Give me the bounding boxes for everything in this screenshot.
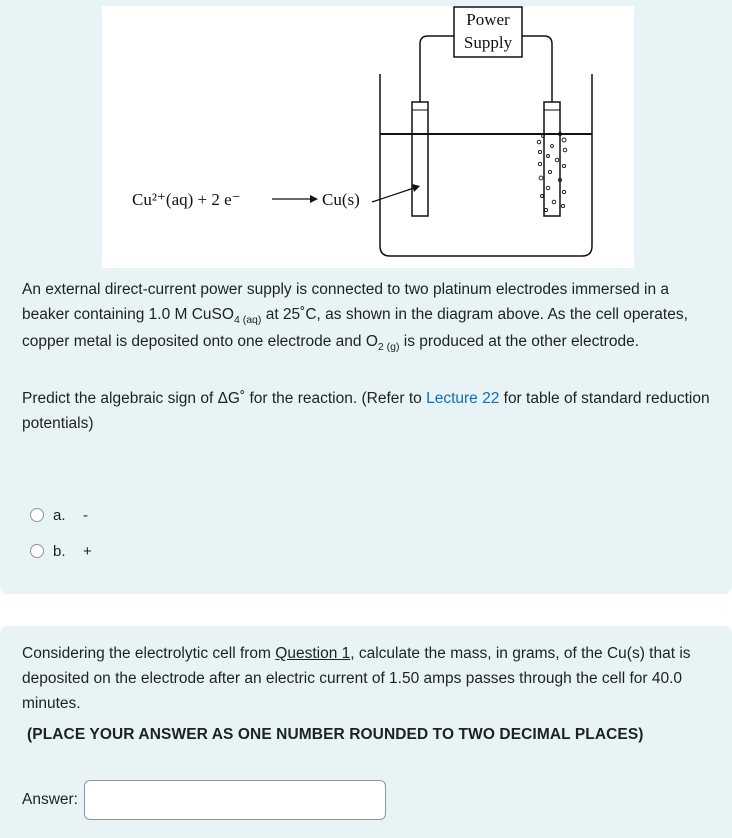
anode-electrode: [544, 102, 560, 216]
cathode-electrode: [412, 102, 428, 216]
question-2-card: [0, 626, 732, 838]
question-2-text: Considering the electrolytic cell from Question 1, calculate the mass, in grams, of the Cu(s) that is deposited on the electrode after an electric current of 1.50 amps passes through the cell for 40.0 minutes.: [22, 645, 691, 712]
rounding-instruction: (PLACE YOUR ANSWER AS ONE NUMBER ROUNDED TO TWO DECIMAL PLACES): [27, 726, 644, 743]
cell-diagram-svg: [102, 6, 634, 268]
product-label: Cu(s): [322, 190, 360, 209]
pointer-arrow: [372, 188, 414, 202]
question-1-description: An external direct-current power supply is connected to two platinum electrodes immersed in a beaker containing 1.0 M CuSO$_{4 (aq)}$ at 25˚C, as shown in the diagram above. As the cell operates, copper metal is deposited onto one electrode and $O_{2 (g)}$ is produced at the other electrode.: [22, 281, 688, 353]
question-1-link[interactable]: Question 1: [275, 645, 351, 662]
answer-label: Answer:: [22, 791, 78, 808]
electrolytic-cell-diagram: [102, 6, 634, 268]
left-wire: [420, 36, 454, 102]
option-a-radio[interactable]: [30, 508, 44, 522]
power-supply-label-2: Supply: [463, 33, 513, 52]
power-supply-label-1: Power: [466, 10, 510, 29]
lecture-22-link[interactable]: Lecture 22: [426, 390, 500, 407]
option-b[interactable]: b. +: [30, 539, 92, 563]
option-b-radio[interactable]: [30, 544, 44, 558]
right-wire: [522, 36, 552, 102]
option-a[interactable]: a. -: [30, 503, 88, 527]
question-1-prompt: Predict the algebraic sign of ΔG˚ for the reaction. (Refer to Lecture 22 for table of standard reduction potentials): [22, 390, 710, 432]
reaction-label: Cu²⁺(aq) + 2 e⁻: [132, 190, 241, 209]
answer-input[interactable]: [84, 780, 386, 820]
